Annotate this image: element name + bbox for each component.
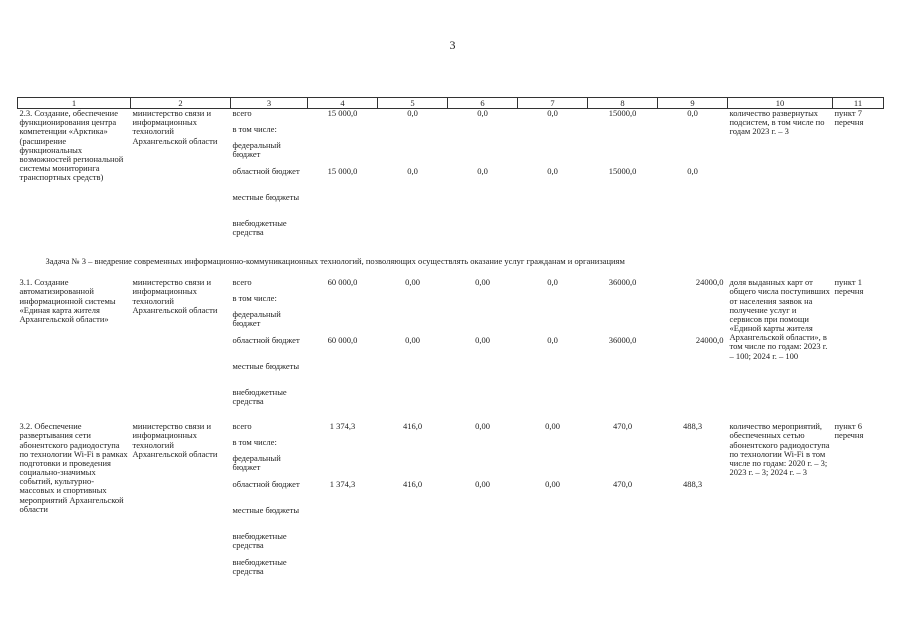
source-label: всего	[232, 277, 252, 288]
value-cell: 416,0	[402, 479, 423, 490]
executor: министерство связи и информационных технологий Архангельской области	[132, 108, 218, 146]
value-cell: 0,00	[475, 421, 490, 432]
table-row	[18, 109, 884, 123]
source-label: областной бюджет	[232, 479, 300, 490]
column-number: 5	[378, 98, 448, 109]
value-cell: 15000,0	[608, 166, 637, 176]
task-row	[18, 245, 884, 278]
executor: министерство связи и информационных технологий Архангельской области	[132, 421, 218, 459]
column-number: 7	[518, 98, 588, 109]
value-cell: 0,00	[475, 277, 490, 288]
value-cell: 0,0	[477, 166, 488, 176]
activity-name: 2.3. Создание, обеспечение функционирования центра компетенции «Арктика» (расширение функциональных возможностей региональной системы мониторинга транспортных средств)	[19, 108, 124, 183]
budget-table	[17, 97, 884, 584]
column-number: 11	[833, 98, 884, 109]
indicator: количество развернутых подсистем, в том числе по годам 2023 г. – 3	[729, 108, 825, 137]
source-label: всего	[232, 108, 252, 118]
column-number: 10	[728, 98, 833, 109]
source-label: местные бюджеты	[232, 505, 300, 516]
source-label: внебюджетные средства	[232, 531, 287, 551]
value-cell: 0,0	[547, 166, 558, 176]
page-number: 3	[449, 38, 456, 52]
source-label: местные бюджеты	[232, 361, 300, 372]
source-label: областной бюджет	[232, 335, 300, 346]
value-cell: 488,3	[682, 479, 703, 490]
source-label: в том числе:	[232, 437, 277, 448]
value-cell: 15 000,0	[327, 108, 358, 118]
column-number: 3	[231, 98, 308, 109]
source-label: всего	[232, 421, 252, 432]
source-label: внебюджетные средства	[232, 387, 287, 407]
column-number: 6	[448, 98, 518, 109]
value-cell: 1 374,3	[329, 479, 356, 490]
value-cell: 488,3	[682, 421, 703, 432]
value-cell: 0,0	[547, 277, 558, 288]
value-cell: 15 000,0	[327, 166, 358, 176]
value-cell: 24000,0	[695, 335, 724, 346]
task-heading: Задача № 3 – внедрение современных информационно-коммуникационных технологий, позволяющих осуществлять оказание услуг гражданам и организациям	[45, 256, 625, 266]
value-cell: 0,00	[475, 479, 490, 490]
value-cell: 0,00	[405, 335, 420, 346]
source-label: федеральный бюджет	[232, 453, 281, 473]
value-cell: 0,0	[477, 108, 488, 118]
column-number: 4	[308, 98, 378, 109]
value-cell: 0,0	[547, 335, 558, 346]
value-cell: 0,00	[545, 421, 560, 432]
source-label: федеральный бюджет	[232, 140, 281, 160]
value-cell: 470,0	[612, 479, 633, 490]
value-cell: 0,0	[407, 166, 418, 176]
value-cell: 0,00	[545, 479, 560, 490]
column-number: 8	[588, 98, 658, 109]
value-cell: 0,0	[407, 108, 418, 118]
source-label: внебюджетные средства	[232, 557, 287, 577]
activity-name: 3.1. Создание автоматизированной информационной системы «Единая карта жителя Архангельской области»	[19, 277, 116, 324]
source-label: местные бюджеты	[232, 192, 300, 202]
table-row	[18, 278, 884, 291]
value-cell: 36000,0	[608, 277, 637, 288]
executor: министерство связи и информационных технологий Архангельской области	[132, 277, 218, 315]
value-cell: 24000,0	[695, 277, 724, 288]
value-cell: 0,0	[687, 166, 698, 176]
source-label: федеральный бюджет	[232, 309, 281, 329]
source-label: в том числе:	[232, 293, 277, 304]
indicator: количество мероприятий, обеспеченных сетью абонентского радиодоступа по технологии Wi-Fi в том числе по годам: 2020 г. – 3; 2023 г. – 3; 2024 г. – 3	[729, 421, 830, 478]
indicator: доля выданных карт от общего числа поступивших от населения заявок на получение услуг и сервисов при помощи «Единой карты жителя Архангельской области», в том числе по годам: 2023 г. – 100; 2024 г. – 100	[729, 277, 830, 361]
reference: пункт 7 перечня	[834, 108, 864, 128]
value-cell: 15000,0	[608, 108, 637, 118]
column-number: 1	[18, 98, 131, 109]
table-row	[18, 422, 884, 435]
reference: пункт 1 перечня	[834, 277, 864, 297]
activity-name: 3.2. Обеспечение развертывания сети абонентского радиодоступа по технологии Wi-Fi в рамках подготовки и проведения социально-значимых событий, культурно-массовых и спортивных мероприятий Архангельской области	[19, 421, 128, 514]
source-label: областной бюджет	[232, 166, 300, 176]
value-cell: 470,0	[612, 421, 633, 432]
value-cell: 1 374,3	[329, 421, 356, 432]
reference: пункт 6 перечня	[834, 421, 864, 441]
value-cell: 0,00	[475, 335, 490, 346]
column-number-row	[18, 98, 884, 109]
value-cell: 36000,0	[608, 335, 637, 346]
source-label: в том числе:	[232, 124, 277, 134]
value-cell: 0,00	[405, 277, 420, 288]
value-cell: 416,0	[402, 421, 423, 432]
value-cell: 60 000,0	[327, 277, 358, 288]
column-number: 2	[131, 98, 231, 109]
value-cell: 0,0	[547, 108, 558, 118]
value-cell: 0,0	[687, 108, 698, 118]
value-cell: 60 000,0	[327, 335, 358, 346]
column-number: 9	[658, 98, 728, 109]
source-label: внебюджетные средства	[232, 218, 287, 238]
